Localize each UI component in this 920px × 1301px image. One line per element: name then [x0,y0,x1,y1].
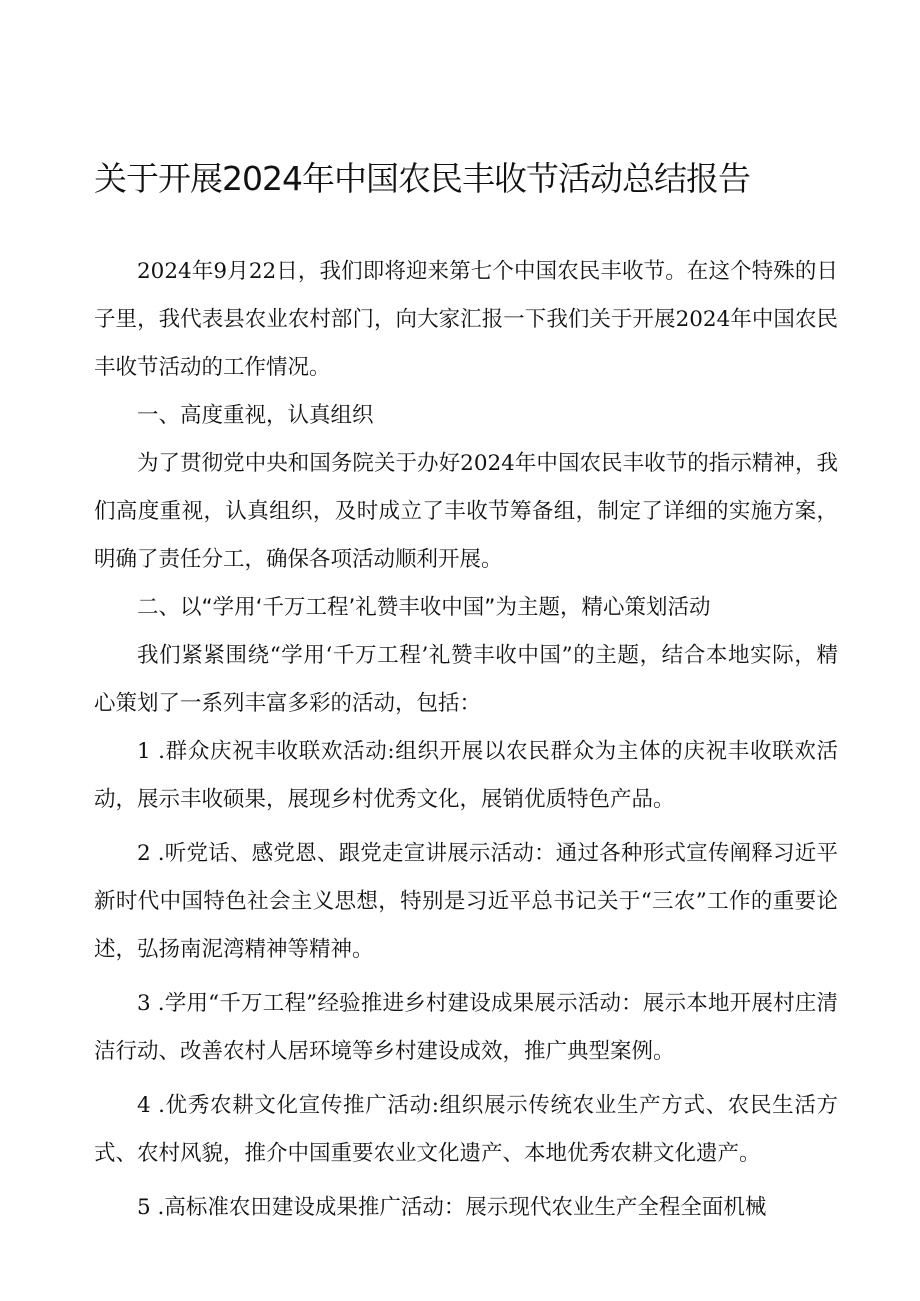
activity-item-5: 5 .高标准农田建设成果推广活动：展示现代农业生产全程全面机械 [137,1195,767,1220]
intro-paragraph: 2024年9月22日，我们即将迎来第七个中国农民丰收节。在这个特殊的日子里，我代表县农业农村部门，向大家汇报一下我们关于开展2024年中国农民丰收节活动的工作情况。 [94,259,838,380]
document-body [94,248,838,1238]
activity-item-2: 2 .听党话、感党恩、跟党走宣讲展示活动：通过各种形式宣传阐释习近平新时代中国特色社会主义思想，特别是习近平总书记关于“三农”工作的重要论述，弘扬南泥湾精神等精神。 [94,841,838,962]
section-1-paragraph: 为了贯彻党中央和国务院关于办好2024年中国农民丰收节的指示精神，我们高度重视，认真组织，及时成立了丰收节筹备组，制定了详细的实施方案，明确了责任分工，确保各项活动顺利开展。 [94,451,838,572]
document-title: 关于开展2024年中国农民丰收节活动总结报告 [94,159,750,198]
section-2-heading: 二、以“学用‘千万工程’礼赞丰收中国”为主题，精心策划活动 [137,595,711,620]
section-2-paragraph: 我们紧紧围绕“学用‘千万工程’礼赞丰收中国”的主题，结合本地实际，精心策划了一系列丰富多彩的活动，包括： [94,643,838,716]
activity-item-4: 4 .优秀农耕文化宣传推广活动:组织展示传统农业生产方式、农民生活方式、农村风貌，推介中国重要农业文化遗产、本地优秀农耕文化遗产。 [94,1093,838,1166]
activity-item-3: 3 .学用“千万工程”经验推进乡村建设成果展示活动：展示本地开展村庄清洁行动、改善农村人居环境等乡村建设成效，推广典型案例。 [94,991,838,1064]
section-1-heading: 一、高度重视，认真组织 [137,403,374,428]
activity-item-1: 1 .群众庆祝丰收联欢活动:组织开展以农民群众为主体的庆祝丰收联欢活动，展示丰收硕果，展现乡村优秀文化，展销优质特色产品。 [94,739,838,812]
